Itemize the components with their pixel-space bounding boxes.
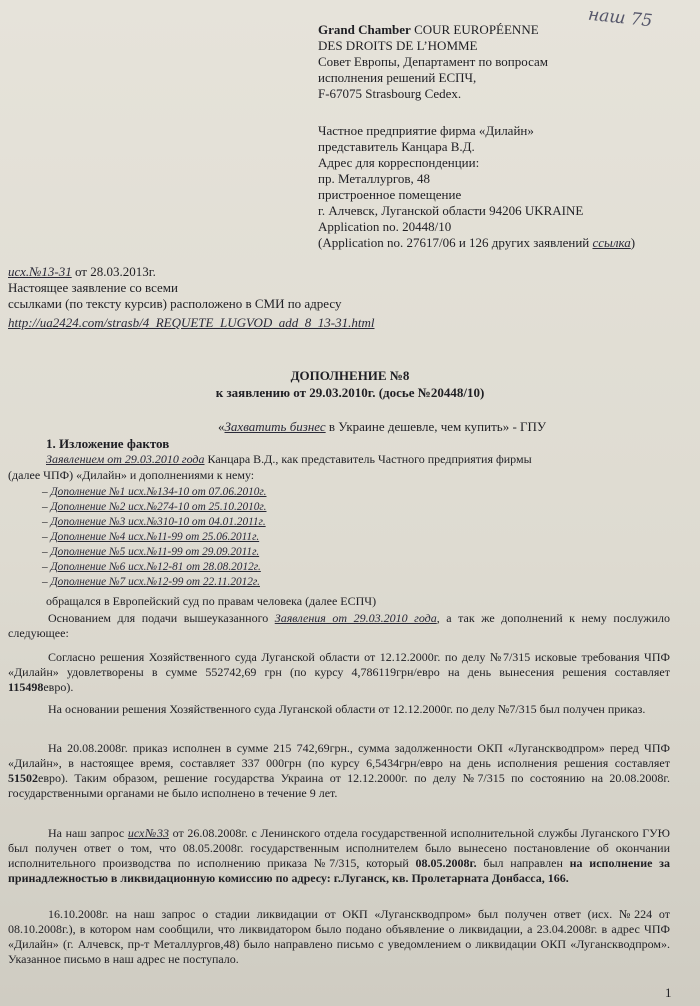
- paragraph-basis: [8, 611, 670, 641]
- paragraph-order: [8, 702, 670, 717]
- p1-text-end: , а так же дополнений к нему послужило следующее:: [8, 611, 670, 640]
- recipient-line-3: Совет Европы, Департамент по вопросам: [318, 54, 549, 69]
- paragraph-liquidation: [8, 907, 670, 967]
- p5-commission-bold: на исполнение за принадлежностью в ликвидационную комиссию по адресу: г.Луганск, кв. Пролетарната Донбасса, 166.: [8, 856, 670, 885]
- publication-note-2: ссылками (по тексту курсив) расположено в СМИ по адресу: [8, 296, 342, 311]
- appealed-statement: обращался в Европейский суд по правам человека (далее ЕСПЧ): [46, 594, 377, 608]
- section-intro-text: Канцара В.Д., как представитель Частного предприятия фирмы: [204, 452, 532, 466]
- publication-url-link[interactable]: http://ua2424.com/strasb/4_REQUETE_LUGVOD_add_8_13-31.html: [8, 315, 375, 330]
- page-number: 1: [665, 985, 672, 1000]
- addendum-link[interactable]: Дополнение №5 исх.№11-99 от 29.09.2011г.: [50, 546, 260, 558]
- section-title: 1. Изложение фактов: [46, 436, 170, 451]
- p5-text: На наш запрос: [48, 826, 128, 840]
- applications-link[interactable]: ссылка: [592, 235, 631, 250]
- recipient-court-rest: COUR EUROPÉENNE: [410, 22, 539, 37]
- document-title: ДОПОЛНЕНИЕ №8: [290, 368, 410, 383]
- addendum-link[interactable]: Дополнение №2 исх.№274-10 от 25.10.2010г.: [50, 501, 267, 513]
- epigraph-rest: в Украине дешевле, чем купить» - ГПУ: [325, 419, 547, 434]
- epigraph-link[interactable]: Захватить бизнес: [224, 419, 326, 434]
- outgoing-ref-link[interactable]: исх.№13-31: [8, 264, 72, 279]
- p3-text: На основании решения Хозяйственного суда Луганской области от 12.12.2000г. по делу №7/315 был получен приказ.: [48, 702, 646, 716]
- addendum-item[interactable]: – Дополнение №1 исх.№134-10 от 07.06.2010г.: [42, 486, 267, 498]
- addendum-link[interactable]: Дополнение №7 исх.№12-99 от 22.11.2012г.: [50, 576, 260, 588]
- sender-applications-text: (Application no. 27617/06 и 126 других заявлений: [318, 235, 593, 250]
- sender-applications-close: ): [630, 235, 636, 250]
- sender-line-8: [318, 235, 635, 251]
- p2-text-end: евро).: [43, 680, 74, 694]
- p2-amount: 115498: [8, 680, 44, 694]
- addendum-item[interactable]: – Дополнение №2 исх.№274-10 от 25.10.2010г.: [42, 501, 267, 513]
- sender-line-5: пристроенное помещение: [318, 187, 462, 202]
- addenda-list: [42, 485, 266, 590]
- p4-text-end: евро). Таким образом, решение государства Украина от 12.12.2000г. по делу №7/315 по состоянию на 20.08.2008г. государственными органами не было исполнено в течение 9 лет.: [8, 771, 670, 800]
- paragraph-execution: [8, 741, 670, 801]
- recipient-line-1: [318, 22, 539, 38]
- outgoing-reference: [8, 264, 156, 280]
- handwritten-note: наш 75: [587, 4, 654, 32]
- addendum-link[interactable]: Дополнение №6 исх.№12-81 от 28.08.2012г.: [50, 561, 261, 573]
- p2-text: Согласно решения Хозяйственного суда Луганской области от 12.12.2000г. по делу №7/315 исковые требования ЧПФ «Дилайн» удовлетворены в сумме 552742,69 грн (по курсу 4,786119грн/евро на день вынесения решения составляет: [8, 650, 670, 679]
- recipient-line-2: DES DROITS DE L’HOMME: [318, 38, 478, 53]
- publication-note-1: Настоящее заявление со всеми: [8, 280, 178, 295]
- p4-text: На 20.08.2008г. приказ исполнен в сумме 215 742,69грн., сумма задолженности ОКП «Луганскводпром» перед ЧПФ «Дилайн», в настоящее время, составляет 337 000грн (по курсу 6,5434грн/евро на день исполнения решения составляет: [8, 741, 670, 770]
- sender-line-6: г. Алчевск, Луганской области 94206 UKRAINE: [318, 203, 584, 218]
- recipient-line-5: F-67075 Strasbourg Cedex.: [318, 86, 462, 101]
- addendum-item[interactable]: – Дополнение №4 исх.№11-99 от 25.06.2011г.: [42, 531, 260, 543]
- addendum-item[interactable]: – Дополнение №3 исх.№310-10 от 04.01.2011г.: [42, 516, 266, 528]
- addendum-link[interactable]: Дополнение №3 исх.№310-10 от 04.01.2011г.: [50, 516, 266, 528]
- section-intro-line-2: (далее ЧПФ) «Дилайн» и дополнениями к нему:: [8, 468, 255, 482]
- p1-application-link[interactable]: Заявления от 29.03.2010 года: [274, 611, 437, 625]
- sender-line-7: Application no. 20448/10: [318, 219, 452, 234]
- recipient-line-4: исполнения решений ЕСПЧ,: [318, 70, 477, 85]
- sender-line-1: Частное предприятие фирма «Дилайн»: [318, 123, 534, 138]
- addendum-item[interactable]: – Дополнение №7 исх.№12-99 от 22.11.2012г.: [42, 576, 260, 588]
- sender-line-4: пр. Металлургов, 48: [318, 171, 430, 186]
- p5-text-mid: от 26.08.2008г. с Ленинского отдела государственной исполнительной службы Луганского ГУЮ был получен ответ о том, что 08.05.2008г. государственным исполнителем было вынесено постановление об окончании исполнительного производства по исполнению приказа №7/315, который: [8, 826, 671, 870]
- p5-request-link[interactable]: исх№33: [127, 826, 169, 840]
- recipient-court-bold: Grand Chamber: [318, 22, 411, 37]
- paragraph-request: [8, 826, 670, 886]
- document-subtitle: к заявлению от 29.03.2010г. (досье №20448/10): [215, 385, 485, 400]
- addendum-item[interactable]: – Дополнение №6 исх.№12-81 от 28.08.2012г.: [42, 561, 261, 573]
- outgoing-ref-date: от 28.03.2013г.: [71, 264, 156, 279]
- addendum-item[interactable]: – Дополнение №5 исх.№11-99 от 29.09.2011г.: [42, 546, 260, 558]
- addendum-link[interactable]: Дополнение №1 исх.№134-10 от 07.06.2010г.: [50, 486, 267, 498]
- p6-text: 16.10.2008г. на наш запрос о стадии ликвидации от ОКП «Луганскводпром» был получен ответ (исх. №224 от 08.10.2008г.), в котором нам сообщили, что ликвидатором было подано объявление о ликвидации, а 23.04.2008г. в адрес ЧПФ «Дилайн» (г. Алчевск, пр-т Металлургов,48) было направлено письмо с уведомлением о ликвидации ОКП «Луганскводпром». Указанное письмо в наш адрес не поступало.: [8, 907, 670, 966]
- sender-line-3: Адрес для корреспонденции:: [318, 155, 480, 170]
- p5-text-mid2: был направлен: [476, 856, 570, 870]
- p5-date-bold: 08.05.2008г.: [415, 856, 477, 870]
- p4-amount: 51502: [8, 771, 38, 785]
- application-link[interactable]: Заявлением от 29.03.2010 года: [46, 452, 205, 466]
- epigraph-open-quote: «: [218, 419, 225, 434]
- epigraph: [218, 419, 546, 435]
- paragraph-court-decision: [8, 650, 670, 695]
- addendum-link[interactable]: Дополнение №4 исх.№11-99 от 25.06.2011г.: [50, 531, 260, 543]
- p1-text: Основанием для подачи вышеуказанного: [48, 611, 275, 625]
- section-intro: [46, 452, 532, 467]
- sender-line-2: представитель Канцара В.Д.: [318, 139, 475, 154]
